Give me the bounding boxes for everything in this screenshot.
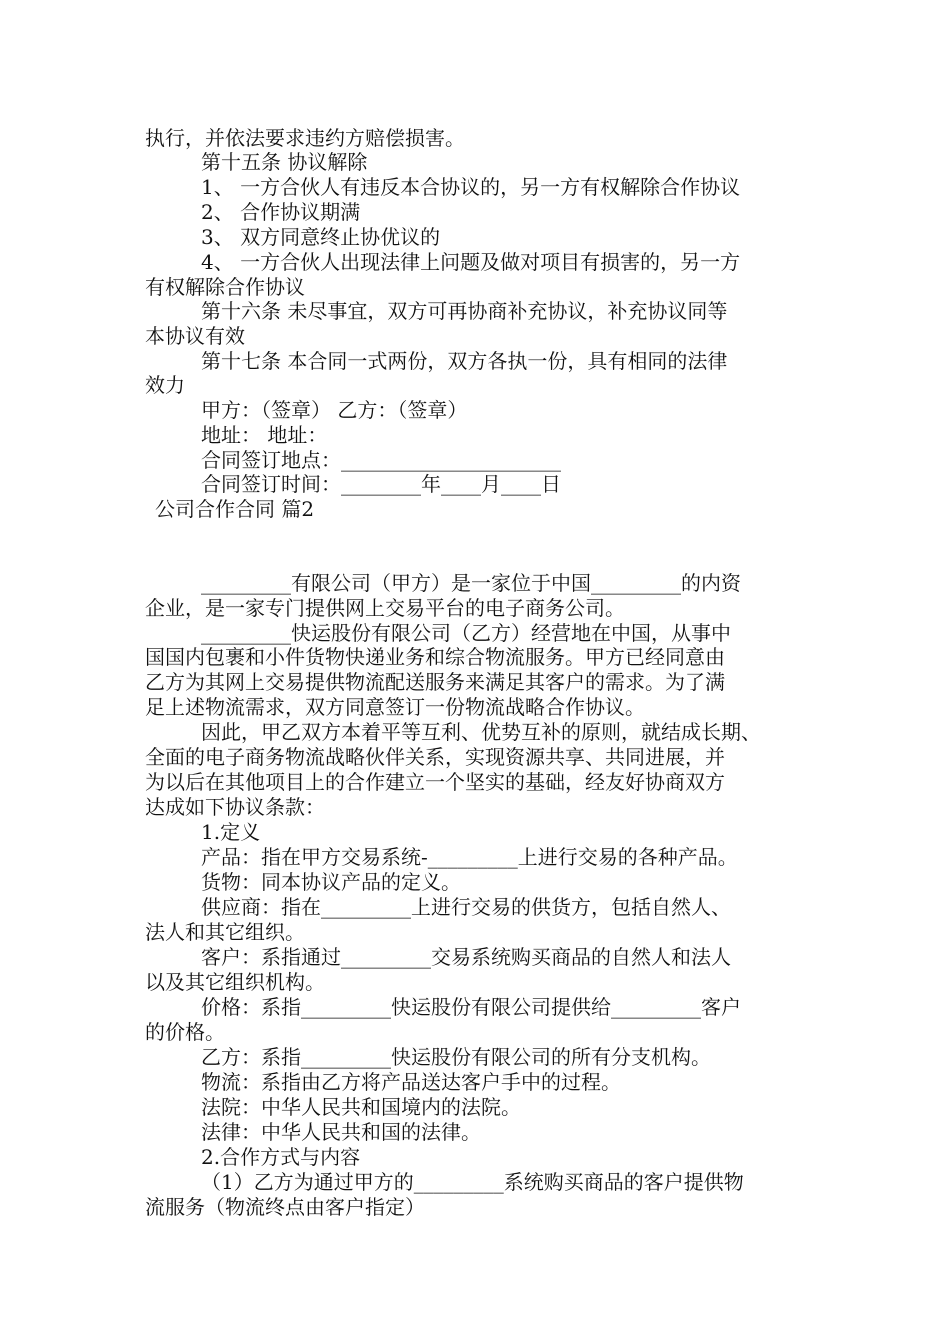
signing-place-line: 合同签订地点：______________________	[201, 448, 561, 472]
definition-item: 产品：指在甲方交易系统-_________上进行交易的各种产品。	[201, 845, 738, 869]
text-line: 有权解除合作协议	[145, 275, 305, 299]
document-title: 公司合作合同 篇2	[155, 497, 315, 521]
text-line: 达成如下协议条款：	[145, 795, 325, 819]
address-line: 地址： 地址：	[201, 423, 328, 447]
definition-item: 物流：系指由乙方将产品送达客户手中的过程。	[201, 1070, 621, 1094]
signature-line: 甲方：（签章） 乙方：（签章）	[201, 398, 468, 422]
definition-item: 法律：中华人民共和国的法律。	[201, 1120, 481, 1144]
definition-item: 价格：系指_________快运股份有限公司提供给_________客户	[201, 995, 741, 1019]
signing-date-line: 合同签订时间：________年____月____日	[201, 472, 561, 496]
section-heading: 1.定义	[201, 820, 261, 844]
text-line: 流服务（物流终点由客户指定）	[145, 1195, 425, 1219]
definition-item: 乙方：系指_________快运股份有限公司的所有分支机构。	[201, 1045, 711, 1069]
text-line: 法人和其它组织。	[145, 920, 305, 944]
text-line: （1）乙方为通过甲方的_________系统购买商品的客户提供物	[201, 1170, 744, 1194]
text-line: 全面的电子商务物流战略伙伴关系，实现资源共享、共同进展，并	[145, 745, 725, 769]
text-line: 国国内包裹和小件货物快递业务和综合物流服务。甲方已经同意由	[145, 645, 725, 669]
section-heading: 第十六条 未尽事宜，双方可再协商补充协议，补充协议同等	[201, 299, 728, 323]
text-line: 为以后在其他项目上的合作建立一个坚实的基础，经友好协商双方	[145, 770, 725, 794]
text-line: 本协议有效	[145, 324, 245, 348]
section-heading: 第十七条 本合同一式两份，双方各执一份，具有相同的法律	[201, 349, 728, 373]
section-heading: 第十五条 协议解除	[201, 150, 368, 174]
definition-item: 货物：同本协议产品的定义。	[201, 870, 461, 894]
text-line: 乙方为其网上交易提供物流配送服务来满足其客户的需求。为了满	[145, 670, 725, 694]
text-line: 企业，是一家专门提供网上交易平台的电子商务公司。	[145, 596, 625, 620]
list-item: 1、 一方合伙人有违反本合协议的，另一方有权解除合作协议	[201, 175, 741, 199]
text-line: 因此，甲乙双方本着平等互利、优势互补的原则，就结成长期、	[201, 720, 761, 744]
list-item: 3、 双方同意终止协优议的	[201, 225, 441, 249]
section-heading: 2.合作方式与内容	[201, 1145, 361, 1169]
list-item: 4、 一方合伙人出现法律上问题及做对项目有损害的，另一方	[201, 250, 741, 274]
text-line: _________快运股份有限公司（乙方）经营地在中国，从事中	[201, 621, 731, 645]
text-line: _________有限公司（甲方）是一家位于中国_________的内资	[201, 571, 741, 595]
list-item: 2、 合作协议期满	[201, 200, 361, 224]
definition-item: 客户：系指通过_________交易系统购买商品的自然人和法人	[201, 945, 731, 969]
text-line: 以及其它组织机构。	[145, 970, 325, 994]
text-line: 效力	[145, 373, 185, 397]
text-line: 足上述物流需求，双方同意签订一份物流战略合作协议。	[145, 695, 645, 719]
text-line: 的价格。	[145, 1020, 225, 1044]
definition-item: 法院：中华人民共和国境内的法院。	[201, 1095, 521, 1119]
text-line: 执行，并依法要求违约方赔偿损害。	[145, 126, 465, 150]
definition-item: 供应商：指在_________上进行交易的供货方，包括自然人、	[201, 895, 731, 919]
